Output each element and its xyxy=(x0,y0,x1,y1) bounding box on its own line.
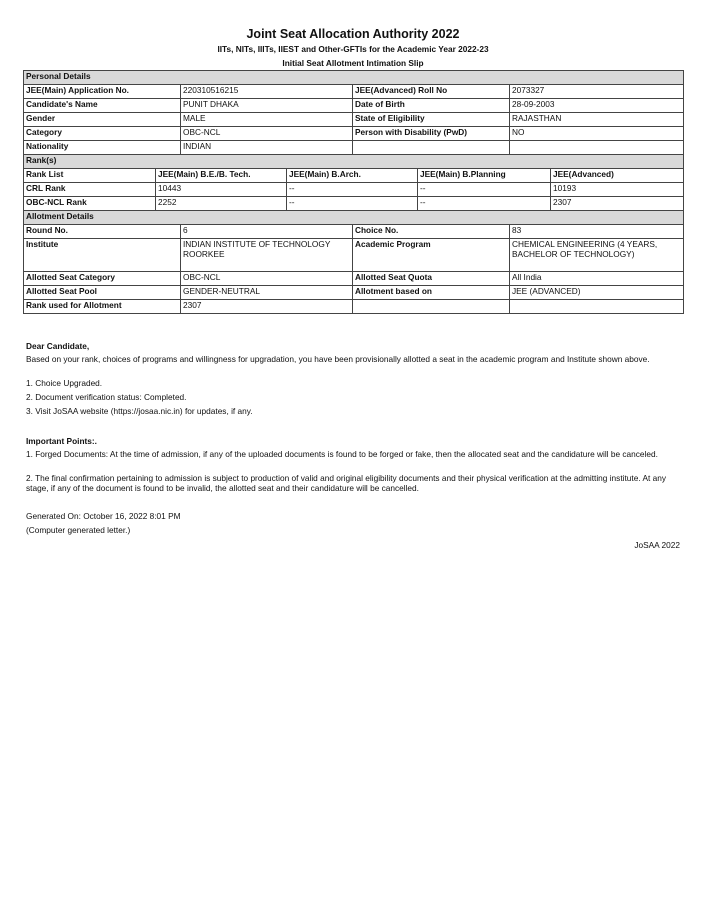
category-label: Category xyxy=(24,127,181,141)
rank-cell: 2307 xyxy=(551,197,684,211)
allotment-based-label: Allotment based on xyxy=(353,286,510,300)
important-point: 2. The final confirmation pertaining to admission is subject to production of valid and original eligibility documents and their physical verification at the admitting institute. At any stage, if any of the document is found to be invalid, the allotted seat and their candidature will be cancelled. xyxy=(26,473,666,493)
seat-pool-value: GENDER-NEUTRAL xyxy=(181,286,353,300)
rank-header-row xyxy=(24,169,684,183)
pwd-value: NO xyxy=(510,127,684,141)
rank-col-header: Rank List xyxy=(24,169,156,183)
app-no-value: 220310516215 xyxy=(181,85,353,99)
table-row xyxy=(24,127,684,141)
rank-cell: -- xyxy=(418,197,551,211)
rank-cell: -- xyxy=(287,197,418,211)
candidate-name-value: PUNIT DHAKA xyxy=(181,99,353,113)
table-row xyxy=(24,272,684,286)
allotment-based-value: JEE (ADVANCED) xyxy=(510,286,684,300)
slip-title: Initial Seat Allotment Intimation Slip xyxy=(282,58,424,68)
rank-cell: 2252 xyxy=(156,197,287,211)
ranks-header: Rank(s) xyxy=(24,155,684,169)
table-row xyxy=(24,239,684,272)
josaa-footer: JoSAA 2022 xyxy=(634,540,680,550)
table-row xyxy=(24,286,684,300)
gender-value: MALE xyxy=(181,113,353,127)
rank-col-header: JEE(Main) B.Arch. xyxy=(287,169,418,183)
seat-category-label: Allotted Seat Category xyxy=(24,272,181,286)
list-item: 2. Document verification status: Completed. xyxy=(26,392,187,402)
rank-cell: CRL Rank xyxy=(24,183,156,197)
rank-cell: -- xyxy=(418,183,551,197)
rank-col-header: JEE(Main) B.E./B. Tech. xyxy=(156,169,287,183)
gender-label: Gender xyxy=(24,113,181,127)
candidate-name-label: Candidate's Name xyxy=(24,99,181,113)
table-row xyxy=(24,300,684,314)
table-row xyxy=(24,225,684,239)
choice-value: 83 xyxy=(510,225,684,239)
generated-on: Generated On: October 16, 2022 8:01 PM xyxy=(26,511,181,521)
important-point: 1. Forged Documents: At the time of admission, if any of the uploaded documents is found to be forged or fake, then the allocated seat and the candidature will be canceled. xyxy=(26,449,658,459)
table-row xyxy=(24,113,684,127)
list-item: 3. Visit JoSAA website (https://josaa.nic.in) for updates, if any. xyxy=(26,406,253,416)
greeting: Dear Candidate, xyxy=(26,341,90,351)
computer-generated-note: (Computer generated letter.) xyxy=(26,525,131,535)
app-no-label: JEE(Main) Application No. xyxy=(24,85,181,99)
document-subtitle: IITs, NITs, IIITs, IIEST and Other-GFTIs for the Academic Year 2022-23 xyxy=(217,44,489,54)
list-item: 1. Choice Upgraded. xyxy=(26,378,103,388)
document-title: Joint Seat Allocation Authority 2022 xyxy=(246,27,460,41)
category-value: OBC-NCL xyxy=(181,127,353,141)
rank-cell: 10193 xyxy=(551,183,684,197)
allotment-slip-table xyxy=(23,70,684,314)
roll-no-label: JEE(Advanced) Roll No xyxy=(353,85,510,99)
important-heading: Important Points:. xyxy=(26,436,97,446)
seat-quota-value: All India xyxy=(510,272,684,286)
nationality-label: Nationality xyxy=(24,141,181,155)
letter-body: Based on your rank, choices of programs and willingness for upgradation, you have been provisionally allotted a seat in the academic program and Institute shown above. xyxy=(26,354,650,364)
dob-value: 28-09-2003 xyxy=(510,99,684,113)
rank-used-label: Rank used for Allotment xyxy=(24,300,181,314)
pwd-label: Person with Disability (PwD) xyxy=(353,127,510,141)
nationality-value: INDIAN xyxy=(181,141,353,155)
institute-label: Institute xyxy=(24,239,181,272)
state-label: State of Eligibility xyxy=(353,113,510,127)
seat-quota-label: Allotted Seat Quota xyxy=(353,272,510,286)
allotment-details-header: Allotment Details xyxy=(24,211,684,225)
program-value: CHEMICAL ENGINEERING (4 YEARS, BACHELOR OF TECHNOLOGY) xyxy=(510,239,684,272)
seat-pool-label: Allotted Seat Pool xyxy=(24,286,181,300)
seat-category-value: OBC-NCL xyxy=(181,272,353,286)
rank-col-header: JEE(Main) B.Planning xyxy=(418,169,551,183)
table-row xyxy=(24,99,684,113)
roll-no-value: 2073327 xyxy=(510,85,684,99)
table-row xyxy=(24,141,684,155)
rank-cell: 10443 xyxy=(156,183,287,197)
table-row xyxy=(24,183,684,197)
table-row xyxy=(24,197,684,211)
rank-cell: -- xyxy=(287,183,418,197)
round-label: Round No. xyxy=(24,225,181,239)
program-label: Academic Program xyxy=(353,239,510,272)
state-value: RAJASTHAN xyxy=(510,113,684,127)
rank-col-header: JEE(Advanced) xyxy=(551,169,684,183)
institute-value: INDIAN INSTITUTE OF TECHNOLOGY ROORKEE xyxy=(181,239,353,272)
round-value: 6 xyxy=(181,225,353,239)
table-row xyxy=(24,85,684,99)
rank-used-value: 2307 xyxy=(181,300,353,314)
dob-label: Date of Birth xyxy=(353,99,510,113)
personal-details-header: Personal Details xyxy=(24,71,684,85)
rank-cell: OBC-NCL Rank xyxy=(24,197,156,211)
choice-label: Choice No. xyxy=(353,225,510,239)
